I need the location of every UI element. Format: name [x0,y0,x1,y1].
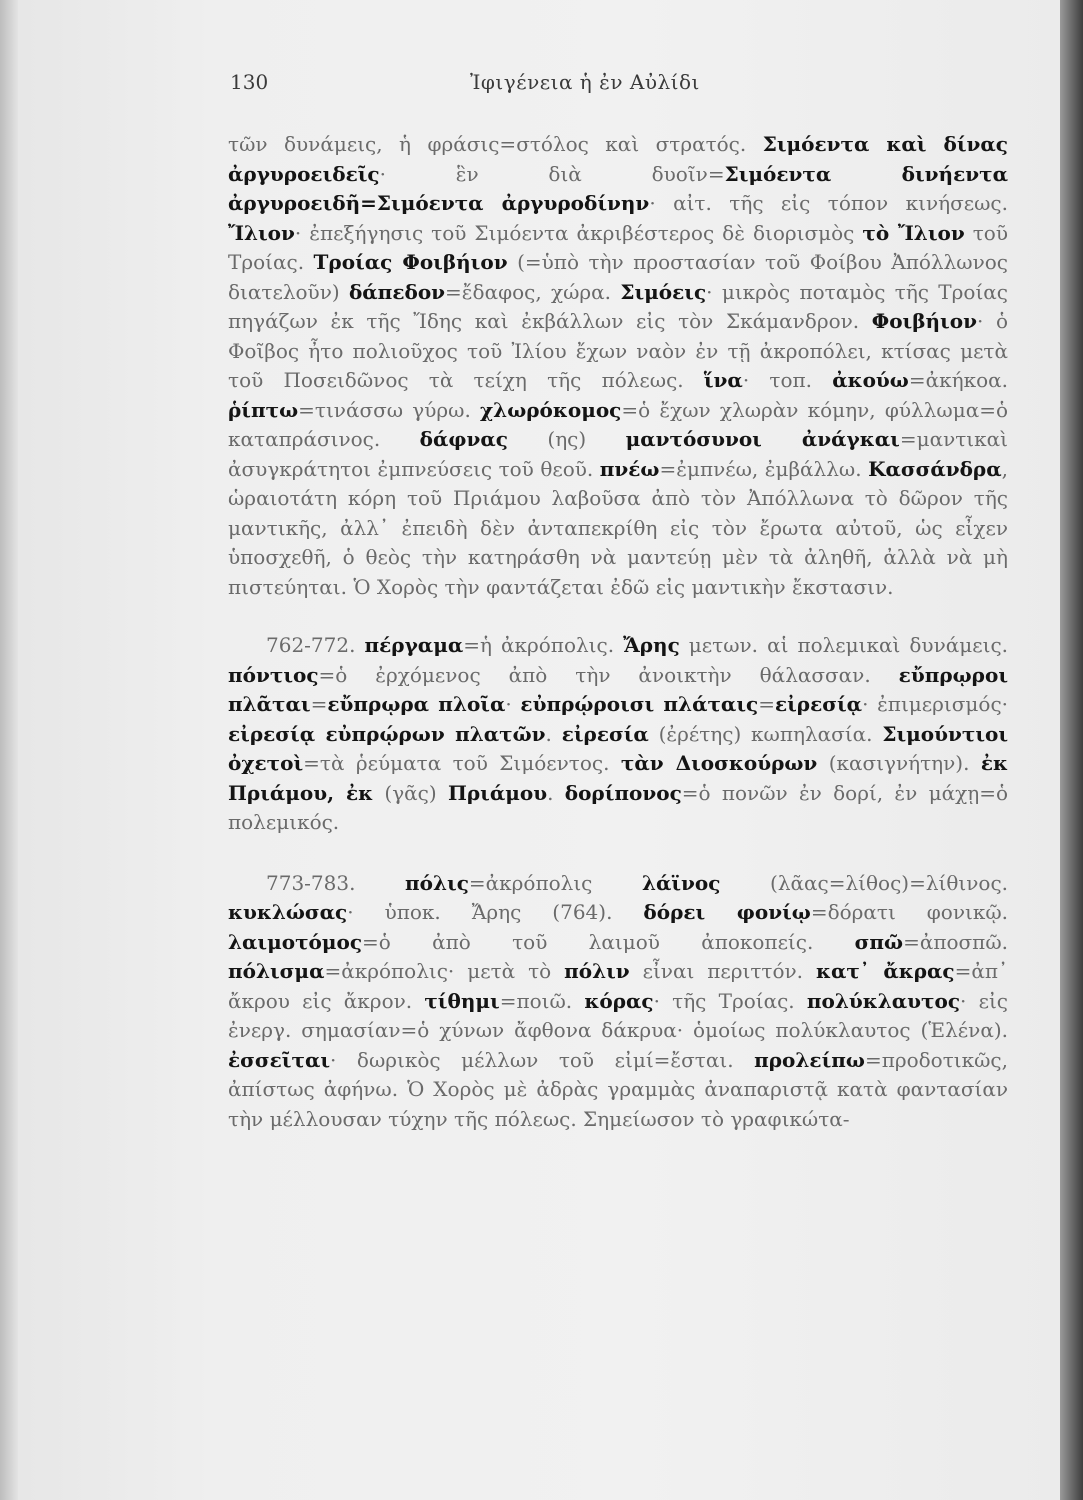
lemma-text: πέργαμα [364,633,464,657]
lemma-text: πόλις [405,870,469,895]
lemma-text: ἀκούω [832,368,909,392]
lemma-text: πολύκλαυτος [806,988,961,1013]
gloss-text: (=ὑπὸ τὴν προστασίαν τοῦ Φοίβου Ἀπόλλωνος διατελοῦν) [228,250,1008,304]
lemma-text: χλωρόκομος [480,397,622,422]
lemma-text: μαντόσυνοι ἀνάγκαι [625,427,900,451]
lemma-text: εὔπρῳρα πλοῖα [327,692,506,716]
gloss-text: =τὰ ῥεύματα τοῦ Σιμόεντος. [303,751,621,775]
gloss-text: . [547,780,565,805]
paragraph-3 [228,869,1008,1135]
gloss-text: (ης) [507,427,626,451]
gloss-text: =ὁ ἀπὸ τοῦ λαιμοῦ ἀποκοπείς. [362,929,855,954]
lemma-text: προλείπω [754,1047,865,1072]
gloss-text: · εἰς ἐνεργ. σημασίαν=ὁ χύνων ἄφθονα δάκρυα· ὁμοίως πολύκλαυτος (Ἑλένα). [228,988,1008,1042]
lemma-text: πόλιν [564,959,630,983]
gloss-text: =ὁ ἔχων χλωρὰν κόμην, φύλλωμα=ὁ καταπράσινος. [228,397,1008,451]
gloss-text: , ὡραιοτάτη κόρη τοῦ Πριάμου λαβοῦσα ἀπὸ τὸν Ἀπόλλωνα τὸ δῶρον τῆς μαντικῆς, ἀλλ᾽ ἐπειδὴ δὲν ἀνταπεκρίθη εἰς τὸν ἔρωτα αὐτοῦ, ὡς εἶχεν ὑποσχεθῆ, ὁ θεὸς τὴν κατηράσθη νὰ μαντεύῃ μὲν τὰ ἀληθῆ, ἀλλὰ νὰ μὴ πιστεύηται. Ὁ Χορὸς τὴν φαντάζεται ἐδῶ εἰς μαντικὴν ἔκστασιν. [228,456,1008,599]
gloss-text: =ἀπ᾽ ἄκρου εἰς ἄκρον. [228,959,1008,1013]
page-number: 130 [230,70,269,94]
gloss-text: = [310,692,328,716]
gloss-text: · ἐπεξήγησις τοῦ Σιμόεντα ἀκριβέστερος δὲ διορισμὸς [294,220,863,245]
lemma-text: λαιμοτόμος [228,929,363,954]
lemma-text: δόρει φονίῳ [643,900,811,924]
lemma-text: εὐπρῴροισι πλάταις [520,692,759,716]
lemma-text: εἰρεσίᾳ [774,692,863,716]
gloss-text: =ἀκρόπολις [468,870,642,895]
gloss-text: =ὁ πονῶν ἐν δορί, ἐν μάχῃ=ὁ πολεμικός. [228,780,1009,834]
lemma-text: Σιμόεις [620,279,707,304]
gloss-text: · δωρικὸς μέλλων τοῦ εἰμί=ἔσται. [330,1047,755,1072]
gloss-text: 762-772. [266,633,365,657]
gloss-text: τοῦ Τροίας. [228,220,1008,274]
gloss-text: · τοπ. [742,368,833,392]
gloss-text: =ἐμπνέω, ἐμβάλλω. [659,456,869,481]
lemma-text: Πριάμου [447,780,548,805]
lemma-text: τὸ Ἴλιον [862,220,965,245]
lemma-text: Φοιβήιον [871,309,977,333]
commentary-text [228,130,1008,1134]
gloss-text: =ἡ ἀκρόπολις. [463,633,624,657]
lemma-text: πόντιος [228,662,319,687]
gloss-text: (ἐρέτης) κωπηλασία. [648,721,883,746]
gloss-text: . [545,721,562,746]
lemma-text: Σιμόεντα καὶ δίνας ἀργυροειδεῖς [228,132,1008,186]
lemma-text: δορίπονος [564,780,682,805]
lemma-text: εἰρεσίᾳ εὐπρῴρων πλατῶν [228,721,546,746]
lemma-text: ἵνα [703,368,743,392]
gloss-text: · τῆς Τροίας. [653,988,807,1013]
gloss-text: 773-783. [266,870,406,895]
lemma-text: πόλισμα [228,959,325,983]
lemma-text: κυκλώσας [228,900,348,924]
gloss-text: =ἀκρόπολις· μετὰ τὸ [324,959,565,983]
lemma-text: σπῶ [854,929,904,954]
gloss-text: =ἀποσπῶ. [903,929,1008,954]
lemma-text: κόρας [584,988,654,1013]
gloss-text: =ἔδαφος, χώρα. [445,279,621,304]
gloss-text: · [505,692,521,716]
lemma-text: Σιμόεντα δινήεντα ἀργυροειδῆ=Σιμόεντα ἀργυροδίνην [228,161,1008,215]
gloss-text: (λᾶας=λίθος)=λίθινος. [720,870,1008,895]
lemma-text: τίθημι [424,988,500,1013]
lemma-text: εἰρεσία [561,721,649,746]
lemma-text: Ἴλιον [228,220,295,245]
lemma-text: λάϊνος [641,870,721,895]
lemma-text: πνέω [599,456,660,481]
gloss-text: =δόρατι φονικῷ. [810,900,1009,924]
lemma-text: δάφνας [419,427,508,451]
gloss-text: =ὁ ἐρχόμενος ἀπὸ τὴν ἀνοικτὴν θάλασσαν. [318,662,899,687]
lemma-text: ῥίπτω [228,397,299,422]
gloss-text: = [758,692,775,716]
gloss-text: =τινάσσω γύρω. [298,397,481,422]
gloss-text: =ποιῶ. [499,988,585,1013]
lemma-text: εὔπρῳροι πλᾶται [228,662,1008,716]
gloss-text: (γᾶς) [373,780,448,805]
lemma-text: ἐσσεῖται [228,1047,331,1072]
lemma-text: Τροίας Φοιβήιον [313,250,508,274]
lemma-text: Ἄρης [623,633,680,657]
page-edge-shadow [1060,0,1083,1500]
lemma-text: δάπεδον [348,279,446,304]
lemma-text: τὰν Διοσκούρων [620,751,818,775]
gloss-text: · αἰτ. τῆς εἰς τόπον κινήσεως. [649,191,1008,215]
paragraph-1 [228,130,1008,602]
gloss-text: · ἐπιμερισμός· [862,692,1008,716]
gloss-text: · μικρὸς ποταμὸς τῆς Τροίας πηγάζων ἐκ τῆς Ἴδης καὶ ἐκβάλλων εἰς τὸν Σκάμανδρον. [228,279,1008,333]
gloss-text: =μαντικαὶ ἀσυγκράτητοι ἐμπνεύσεις τοῦ θεοῦ. [228,427,1008,481]
gloss-text: · ἓν διὰ δυοῖν= [379,161,725,186]
lemma-text: ἐκ Πριάμου, ἐκ [228,751,1008,805]
gloss-text: =προδοτικῶς, ἀπίστως ἀφήνω. Ὁ Χορὸς μὲ ἀδρὰς γραμμὰς ἀναπαριστᾷ κατὰ φαντασίαν τὴν μέλλουσαν τύχην τῆς πόλεως. Σημείωσον τὸ γραφικώτα- [228,1047,1008,1131]
page-header [230,70,1010,100]
page-gutter-shadow [0,0,18,1500]
lemma-text: Κασσάνδρα [868,456,1002,481]
gloss-text: (κασιγνήτην). [817,751,981,775]
gloss-text: · ὁ Φοῖβος ἦτο πολιοῦχος τοῦ Ἰλίου ἔχων ναὸν ἐν τῇ ἀκροπόλει, κτίσας μετὰ τοῦ Ποσειδῶνος τὰ τείχη τῆς πόλεως. [228,309,1008,392]
gloss-text: μετων. αἱ πολεμικαὶ δυνάμεις. [679,633,1009,657]
gloss-text: =ἀκήκοα. [908,368,1008,392]
lemma-text: κατ᾽ ἄκρας [815,959,955,983]
running-title: Ἰφιγένεια ἡ ἐν Αὐλίδι [470,70,700,94]
paragraph-2 [228,631,1008,838]
gloss-text: · ὑποκ. Ἄρης (764). [347,900,644,924]
lemma-text: Σιμούντιοι ὀχετοὶ [228,721,1009,775]
gloss-text: εἶναι περιττόν. [629,959,816,983]
gloss-text: τῶν δυνάμεις, ἡ φράσις=στόλος καὶ στρατός. [228,132,763,156]
